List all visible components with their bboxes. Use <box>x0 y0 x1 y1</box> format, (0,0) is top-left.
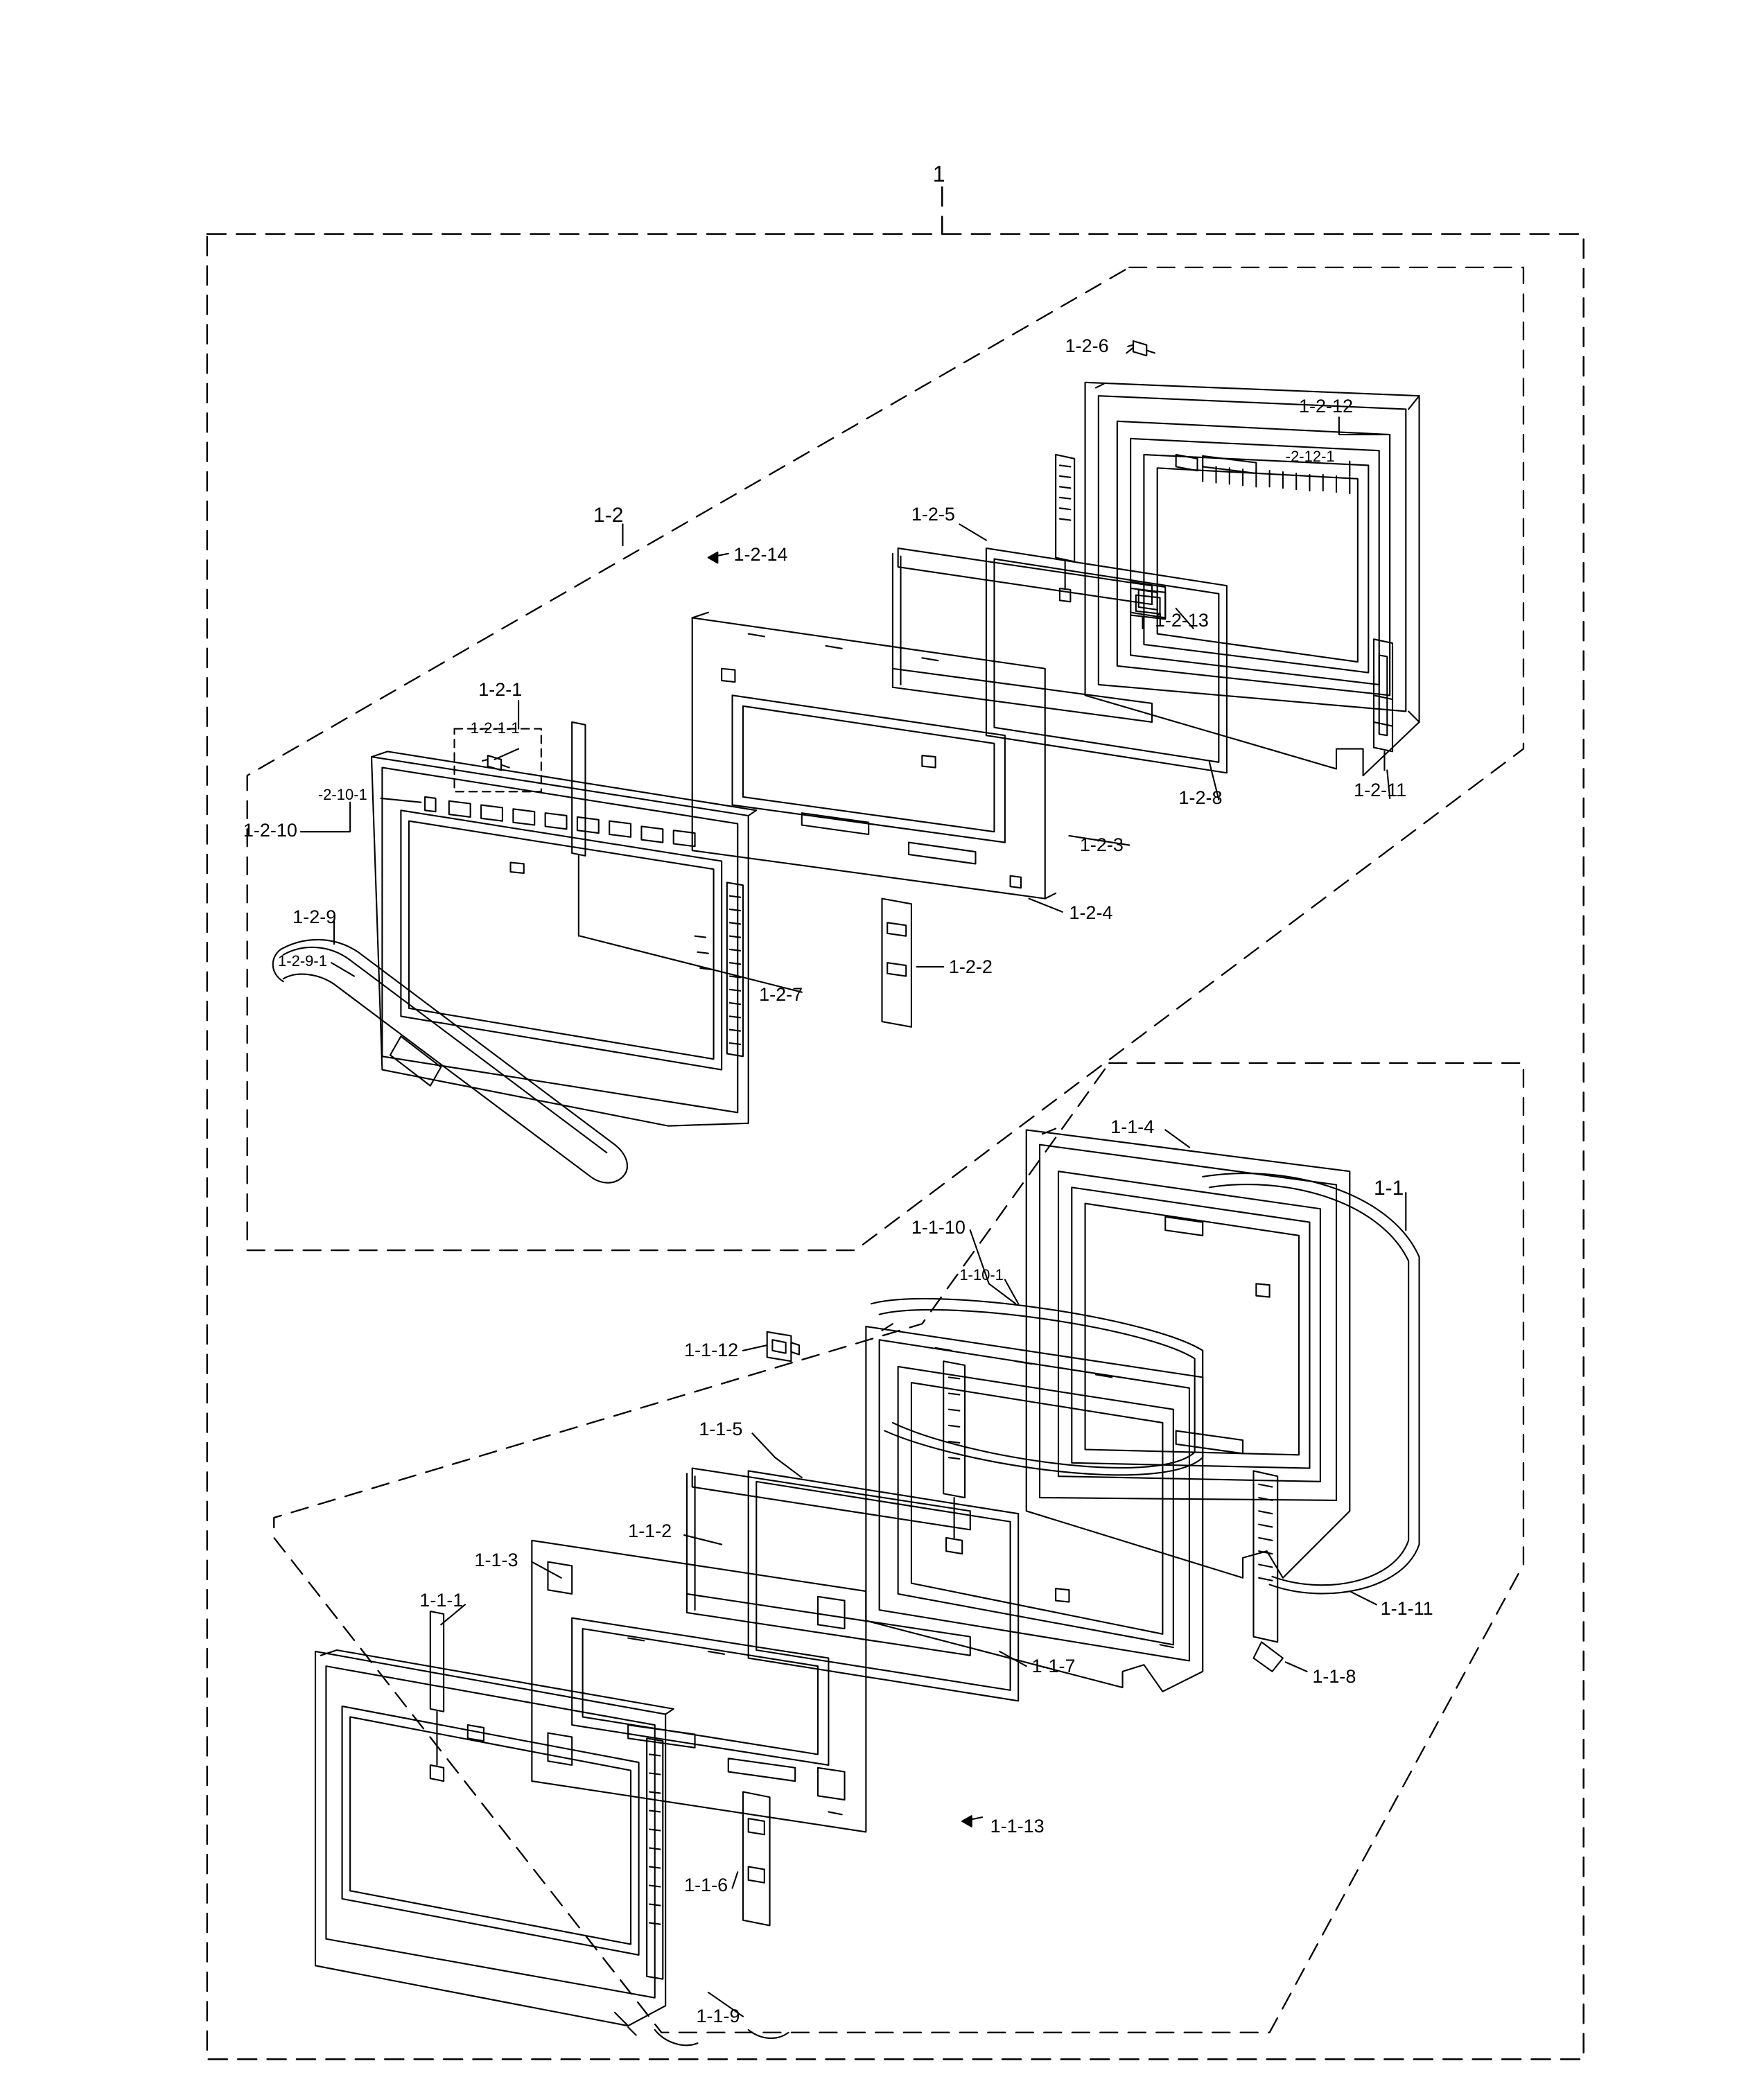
callout-1-2-4: 1-2-4 <box>1069 902 1113 924</box>
callout-1-2-13: 1-2-13 <box>1154 609 1209 631</box>
callout-1-1-5: 1-1-5 <box>699 1419 743 1440</box>
part-1-2-12-door-frame <box>1085 383 1420 775</box>
group-boundary-1 <box>207 187 1584 2059</box>
callout-1-2-7: 1-2-7 <box>759 984 803 1006</box>
part-1-1-13-arrow <box>962 1816 982 1826</box>
callout-1-1-4: 1-1-4 <box>1110 1116 1155 1138</box>
callout-1-1-7: 1-1-7 <box>1031 1655 1076 1676</box>
callout-1-1-9: 1-1-9 <box>696 2006 740 2027</box>
part-1-2-14-arrow <box>708 552 728 563</box>
part-1-1-4-door-outer <box>1027 1128 1350 1577</box>
callout-1-2-8: 1-2-8 <box>1178 787 1223 809</box>
callout-1-2-1-1: 1-2-1-1 <box>470 719 520 737</box>
part-1-1-3-inner-panel <box>532 1541 866 1832</box>
part-1-1-7-glass <box>749 1471 1018 1701</box>
part-1-1-12-clip <box>767 1332 799 1361</box>
part-1-2-9-handle <box>273 940 627 1183</box>
part-1-1-11-gasket <box>1203 1173 1419 1593</box>
part-1-2-2-bracket <box>882 899 911 1027</box>
part-1-1-5-seal <box>687 1469 970 1656</box>
callout-1-2-12-1: -2-12-1 <box>1285 448 1335 466</box>
callout-1-2-3: 1-2-3 <box>1079 834 1124 855</box>
leader-lines <box>301 348 1406 2017</box>
callout-1-2-1: 1-2-1 <box>478 679 523 701</box>
callout-1-1-3: 1-1-3 <box>474 1550 518 1571</box>
callout-1-1-1: 1-1-1 <box>419 1590 464 1611</box>
callout-1-2-2: 1-2-2 <box>948 956 993 977</box>
part-1-2-7-rod <box>572 722 585 936</box>
callout-1-1: 1-1 <box>1374 1176 1404 1200</box>
callout-1-2-10-1: -2-10-1 <box>317 786 367 804</box>
part-1-2-3-inner-panel <box>692 617 1045 898</box>
callout-1: 1 <box>932 161 945 187</box>
callout-1-2-12: 1-2-12 <box>1299 396 1354 417</box>
part-1-1-1-rod <box>430 1611 444 1781</box>
part-1-2-4-frame-sheet <box>692 613 1056 899</box>
part-1-10-1-inner-loop <box>871 1299 1203 1475</box>
callout-1-1-6: 1-1-6 <box>684 1875 728 1896</box>
callout-1-1-8: 1-1-8 <box>1312 1666 1356 1688</box>
part-1-1-9-front-panel <box>315 1650 674 2035</box>
callout-1-10-1: 1-10-1 <box>959 1266 1004 1284</box>
group-boundary-1-2-1 <box>455 729 541 792</box>
part-1-2-8-glass <box>986 548 1227 773</box>
callout-1-1-2: 1-1-2 <box>628 1520 672 1541</box>
part-1-2-5-seal <box>893 548 1152 722</box>
callout-1-2: 1-2 <box>593 504 624 527</box>
part-1-1-10-middle-frame <box>866 1324 1203 1692</box>
callout-1-2-10: 1-2-10 <box>243 819 297 841</box>
callout-1-1-10: 1-1-10 <box>911 1216 966 1238</box>
callout-1-1-13: 1-1-13 <box>990 1816 1045 1837</box>
callout-1-2-14: 1-2-14 <box>733 544 788 566</box>
callout-1-2-9: 1-2-9 <box>292 906 337 928</box>
callout-1-2-11: 1-2-11 <box>1354 779 1407 800</box>
callout-1-1-12: 1-1-12 <box>684 1340 739 1361</box>
part-spring-rod-upper <box>1056 455 1074 602</box>
callout-1-2-9-1: 1-2-9-1 <box>278 952 327 970</box>
callout-1-2-6: 1-2-6 <box>1065 335 1109 357</box>
part-1-2-10-front-panel <box>372 751 756 1125</box>
callout-1-1-11: 1-1-11 <box>1380 1597 1433 1619</box>
part-1-1-6-bracket <box>743 1792 770 1926</box>
callout-1-2-5: 1-2-5 <box>911 504 955 525</box>
